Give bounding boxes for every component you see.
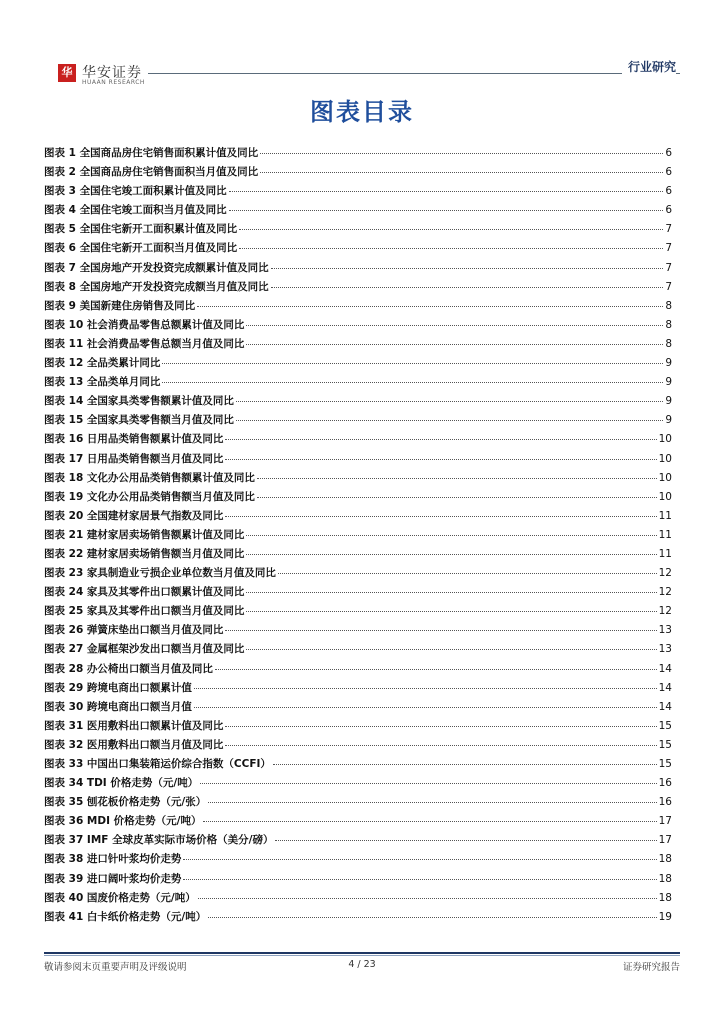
toc-entry-page: 6 bbox=[665, 204, 672, 217]
toc-leader-dots bbox=[225, 515, 656, 517]
toc-leader-dots bbox=[257, 477, 657, 479]
toc-entry-page: 13 bbox=[658, 624, 672, 637]
company-logo-icon: 华 bbox=[58, 64, 76, 82]
toc-entry-label: 图表 30 跨境电商出口额当月值 bbox=[44, 700, 192, 713]
toc-leader-dots bbox=[194, 706, 657, 708]
toc-entry-label: 图表 40 国废价格走势（元/吨） bbox=[44, 891, 196, 904]
toc-entry-label: 图表 19 文化办公用品类销售额当月值及同比 bbox=[44, 490, 255, 503]
toc-entry[interactable] bbox=[44, 527, 672, 546]
toc-leader-dots bbox=[236, 400, 663, 402]
footer-divider-thin bbox=[44, 955, 680, 956]
toc-leader-dots bbox=[260, 152, 663, 154]
toc-entry-label: 图表 25 家具及其零件出口额当月值及同比 bbox=[44, 605, 245, 618]
toc-entry-page: 11 bbox=[658, 547, 672, 560]
toc-entry[interactable] bbox=[44, 718, 672, 737]
toc-entry[interactable] bbox=[44, 183, 672, 202]
toc-entry-label: 图表 32 医用敷料出口额当月值及同比 bbox=[44, 738, 224, 751]
toc-entry-label: 图表 22 建材家居卖场销售额当月值及同比 bbox=[44, 547, 245, 560]
toc-leader-dots bbox=[225, 629, 656, 631]
toc-entry-label: 图表 7 全国房地产开发投资完成额累计值及同比 bbox=[44, 261, 269, 274]
toc-entry-page: 9 bbox=[665, 414, 672, 427]
toc-entry[interactable] bbox=[44, 240, 672, 259]
toc-entry-label: 图表 38 进口针叶浆均价走势 bbox=[44, 853, 182, 866]
toc-entry[interactable] bbox=[44, 145, 672, 164]
toc-entry-label: 图表 5 全国住宅新开工面积累计值及同比 bbox=[44, 223, 238, 236]
toc-entry-label: 图表 3 全国住宅竣工面积累计值及同比 bbox=[44, 185, 227, 198]
table-of-figures bbox=[44, 145, 672, 928]
toc-entry[interactable] bbox=[44, 508, 672, 527]
toc-leader-dots bbox=[162, 381, 663, 383]
toc-leader-dots bbox=[246, 591, 656, 593]
toc-leader-dots bbox=[271, 267, 664, 269]
toc-entry[interactable] bbox=[44, 336, 672, 355]
toc-entry-label: 图表 37 IMF 全球皮革实际市场价格（美分/磅） bbox=[44, 834, 274, 847]
toc-entry[interactable] bbox=[44, 680, 672, 699]
toc-leader-dots bbox=[225, 458, 656, 460]
toc-entry-page: 14 bbox=[658, 681, 672, 694]
toc-entry[interactable] bbox=[44, 164, 672, 183]
toc-entry-label: 图表 13 全品类单月同比 bbox=[44, 376, 161, 389]
toc-leader-dots bbox=[275, 839, 656, 841]
toc-entry-label: 图表 31 医用敷料出口额累计值及同比 bbox=[44, 719, 224, 732]
toc-leader-dots bbox=[162, 362, 663, 364]
toc-entry[interactable] bbox=[44, 260, 672, 279]
toc-leader-dots bbox=[257, 496, 657, 498]
toc-entry-label: 图表 12 全品类累计同比 bbox=[44, 357, 161, 370]
toc-entry[interactable] bbox=[44, 451, 672, 470]
toc-entry-page: 14 bbox=[658, 700, 672, 713]
toc-entry-label: 图表 11 社会消费品零售总额当月值及同比 bbox=[44, 337, 245, 350]
toc-entry-page: 13 bbox=[658, 643, 672, 656]
toc-entry[interactable] bbox=[44, 374, 672, 393]
toc-entry[interactable] bbox=[44, 470, 672, 489]
toc-entry-label: 图表 4 全国住宅竣工面积当月值及同比 bbox=[44, 204, 227, 217]
toc-entry[interactable] bbox=[44, 699, 672, 718]
toc-leader-dots bbox=[225, 725, 656, 727]
toc-leader-dots bbox=[246, 534, 656, 536]
toc-entry-page: 16 bbox=[658, 777, 672, 790]
toc-entry-page: 18 bbox=[658, 872, 672, 885]
toc-entry-page: 17 bbox=[658, 834, 672, 847]
toc-entry-page: 7 bbox=[665, 223, 672, 236]
toc-entry-page: 17 bbox=[658, 815, 672, 828]
toc-entry-label: 图表 24 家具及其零件出口额累计值及同比 bbox=[44, 586, 245, 599]
toc-entry[interactable] bbox=[44, 279, 672, 298]
toc-leader-dots bbox=[215, 668, 657, 670]
toc-leader-dots bbox=[246, 648, 656, 650]
toc-entry-page: 7 bbox=[665, 242, 672, 255]
toc-entry-page: 11 bbox=[658, 509, 672, 522]
toc-entry-page: 8 bbox=[665, 337, 672, 350]
toc-leader-dots bbox=[236, 419, 663, 421]
toc-entry-page: 15 bbox=[658, 738, 672, 751]
toc-entry[interactable] bbox=[44, 603, 672, 622]
toc-entry-label: 图表 23 家具制造业亏损企业单位数当月值及同比 bbox=[44, 567, 276, 580]
toc-entry-page: 6 bbox=[665, 147, 672, 159]
toc-leader-dots bbox=[208, 801, 656, 803]
toc-entry-label: 图表 10 社会消费品零售总额累计值及同比 bbox=[44, 318, 245, 331]
toc-entry[interactable] bbox=[44, 641, 672, 660]
toc-entry-page: 18 bbox=[658, 891, 672, 904]
toc-entry[interactable] bbox=[44, 756, 672, 775]
toc-entry-label: 图表 26 弹簧床垫出口额当月值及同比 bbox=[44, 624, 224, 637]
toc-leader-dots bbox=[197, 305, 663, 307]
toc-entry-page: 9 bbox=[665, 376, 672, 389]
disclaimer-note: 敬请参阅末页重要声明及评级说明 bbox=[44, 962, 187, 973]
toc-entry-page: 10 bbox=[658, 452, 672, 465]
toc-entry-label: 图表 20 全国建材家居景气指数及同比 bbox=[44, 509, 224, 522]
toc-entry[interactable] bbox=[44, 890, 672, 909]
toc-leader-dots bbox=[239, 228, 663, 230]
toc-entry-label: 图表 1 全国商品房住宅销售面积累计值及同比 bbox=[44, 147, 259, 159]
toc-entry-page: 14 bbox=[658, 662, 672, 675]
footer-divider bbox=[44, 952, 680, 954]
toc-entry[interactable] bbox=[44, 775, 672, 794]
toc-entry[interactable] bbox=[44, 661, 672, 680]
toc-leader-dots bbox=[239, 247, 663, 249]
toc-entry-label: 图表 35 刨花板价格走势（元/张） bbox=[44, 796, 207, 809]
toc-entry[interactable] bbox=[44, 393, 672, 412]
toc-leader-dots bbox=[225, 744, 656, 746]
page-header bbox=[44, 58, 680, 88]
toc-leader-dots bbox=[183, 878, 656, 880]
toc-entry-page: 19 bbox=[658, 910, 672, 923]
toc-entry[interactable] bbox=[44, 794, 672, 813]
toc-entry-label: 图表 29 跨境电商出口额累计值 bbox=[44, 681, 192, 694]
toc-entry-label: 图表 16 日用品类销售额累计值及同比 bbox=[44, 433, 224, 446]
toc-entry[interactable] bbox=[44, 565, 672, 584]
toc-entry[interactable] bbox=[44, 412, 672, 431]
toc-entry[interactable] bbox=[44, 584, 672, 603]
report-type: 证券研究报告 bbox=[622, 962, 680, 973]
toc-entry-page: 10 bbox=[658, 433, 672, 446]
toc-entry-label: 图表 36 MDI 价格走势（元/吨） bbox=[44, 815, 202, 828]
toc-entry-page: 8 bbox=[665, 299, 672, 312]
toc-leader-dots bbox=[183, 858, 656, 860]
toc-leader-dots bbox=[246, 553, 656, 555]
toc-entry-page: 15 bbox=[658, 758, 672, 770]
toc-entry[interactable] bbox=[44, 813, 672, 832]
page-title: 图表目录 bbox=[310, 98, 414, 126]
toc-entry-page: 6 bbox=[665, 185, 672, 198]
report-category: 行业研究 bbox=[622, 58, 676, 75]
toc-entry-page: 7 bbox=[665, 280, 672, 293]
toc-entry-page: 7 bbox=[665, 261, 672, 274]
toc-entry-label: 图表 14 全国家具类零售额累计值及同比 bbox=[44, 395, 234, 408]
toc-leader-dots bbox=[198, 897, 657, 899]
toc-entry[interactable] bbox=[44, 737, 672, 756]
toc-leader-dots bbox=[246, 324, 663, 326]
brand-name: 华安证券 bbox=[82, 65, 142, 81]
toc-leader-dots bbox=[246, 610, 656, 612]
toc-entry-label: 图表 18 文化办公用品类销售额累计值及同比 bbox=[44, 471, 255, 484]
toc-entry-page: 12 bbox=[658, 605, 672, 618]
toc-entry-label: 图表 41 白卡纸价格走势（元/吨） bbox=[44, 910, 207, 923]
toc-entry-page: 18 bbox=[658, 853, 672, 866]
toc-leader-dots bbox=[200, 782, 656, 784]
toc-leader-dots bbox=[203, 820, 656, 822]
toc-entry-page: 11 bbox=[658, 528, 672, 541]
toc-entry-label: 图表 17 日用品类销售额当月值及同比 bbox=[44, 452, 224, 465]
toc-leader-dots bbox=[225, 438, 656, 440]
toc-leader-dots bbox=[278, 572, 657, 574]
toc-entry-label: 图表 9 美国新建住房销售及同比 bbox=[44, 299, 196, 312]
toc-entry-page: 15 bbox=[658, 719, 672, 732]
toc-entry-label: 图表 28 办公椅出口额当月值及同比 bbox=[44, 662, 213, 675]
toc-entry[interactable] bbox=[44, 622, 672, 641]
toc-entry-label: 图表 6 全国住宅新开工面积当月值及同比 bbox=[44, 242, 238, 255]
toc-entry[interactable] bbox=[44, 298, 672, 317]
toc-entry-label: 图表 2 全国商品房住宅销售面积当月值及同比 bbox=[44, 166, 259, 179]
toc-leader-dots bbox=[271, 286, 664, 288]
toc-leader-dots bbox=[229, 209, 664, 211]
toc-entry-page: 8 bbox=[665, 318, 672, 331]
toc-entry[interactable] bbox=[44, 546, 672, 565]
toc-leader-dots bbox=[229, 190, 664, 192]
toc-entry[interactable] bbox=[44, 202, 672, 221]
toc-entry-page: 16 bbox=[658, 796, 672, 809]
toc-leader-dots bbox=[260, 171, 663, 173]
brand-name-en: HUAAN RESEARCH bbox=[82, 79, 145, 86]
header-divider bbox=[148, 73, 680, 74]
toc-entry-page: 12 bbox=[658, 586, 672, 599]
toc-leader-dots bbox=[208, 916, 656, 918]
toc-entry-label: 图表 21 建材家居卖场销售额累计值及同比 bbox=[44, 528, 245, 541]
toc-leader-dots bbox=[194, 687, 657, 689]
toc-entry-label: 图表 39 进口阔叶浆均价走势 bbox=[44, 872, 182, 885]
toc-entry-label: 图表 33 中国出口集装箱运价综合指数（CCFI） bbox=[44, 758, 271, 770]
toc-entry[interactable] bbox=[44, 431, 672, 450]
toc-leader-dots bbox=[273, 763, 657, 765]
toc-entry-page: 10 bbox=[658, 471, 672, 484]
toc-entry-label: 图表 8 全国房地产开发投资完成额当月值及同比 bbox=[44, 280, 269, 293]
toc-entry-label: 图表 15 全国家具类零售额当月值及同比 bbox=[44, 414, 234, 427]
toc-entry-page: 10 bbox=[658, 490, 672, 503]
toc-entry[interactable] bbox=[44, 832, 672, 851]
toc-entry[interactable] bbox=[44, 489, 672, 508]
toc-entry[interactable] bbox=[44, 317, 672, 336]
toc-entry-page: 6 bbox=[665, 166, 672, 179]
toc-entry-page: 9 bbox=[665, 357, 672, 370]
toc-entry-page: 12 bbox=[658, 567, 672, 580]
toc-leader-dots bbox=[246, 343, 663, 345]
toc-entry[interactable] bbox=[44, 851, 672, 870]
toc-entry-label: 图表 27 金属框架沙发出口额当月值及同比 bbox=[44, 643, 245, 656]
toc-entry-page: 9 bbox=[665, 395, 672, 408]
toc-entry[interactable] bbox=[44, 909, 672, 928]
toc-entry[interactable] bbox=[44, 355, 672, 374]
page-number: 4 / 23 bbox=[348, 959, 376, 970]
toc-entry-label: 图表 34 TDI 价格走势（元/吨） bbox=[44, 777, 199, 790]
toc-entry[interactable] bbox=[44, 871, 672, 890]
toc-entry[interactable] bbox=[44, 221, 672, 240]
